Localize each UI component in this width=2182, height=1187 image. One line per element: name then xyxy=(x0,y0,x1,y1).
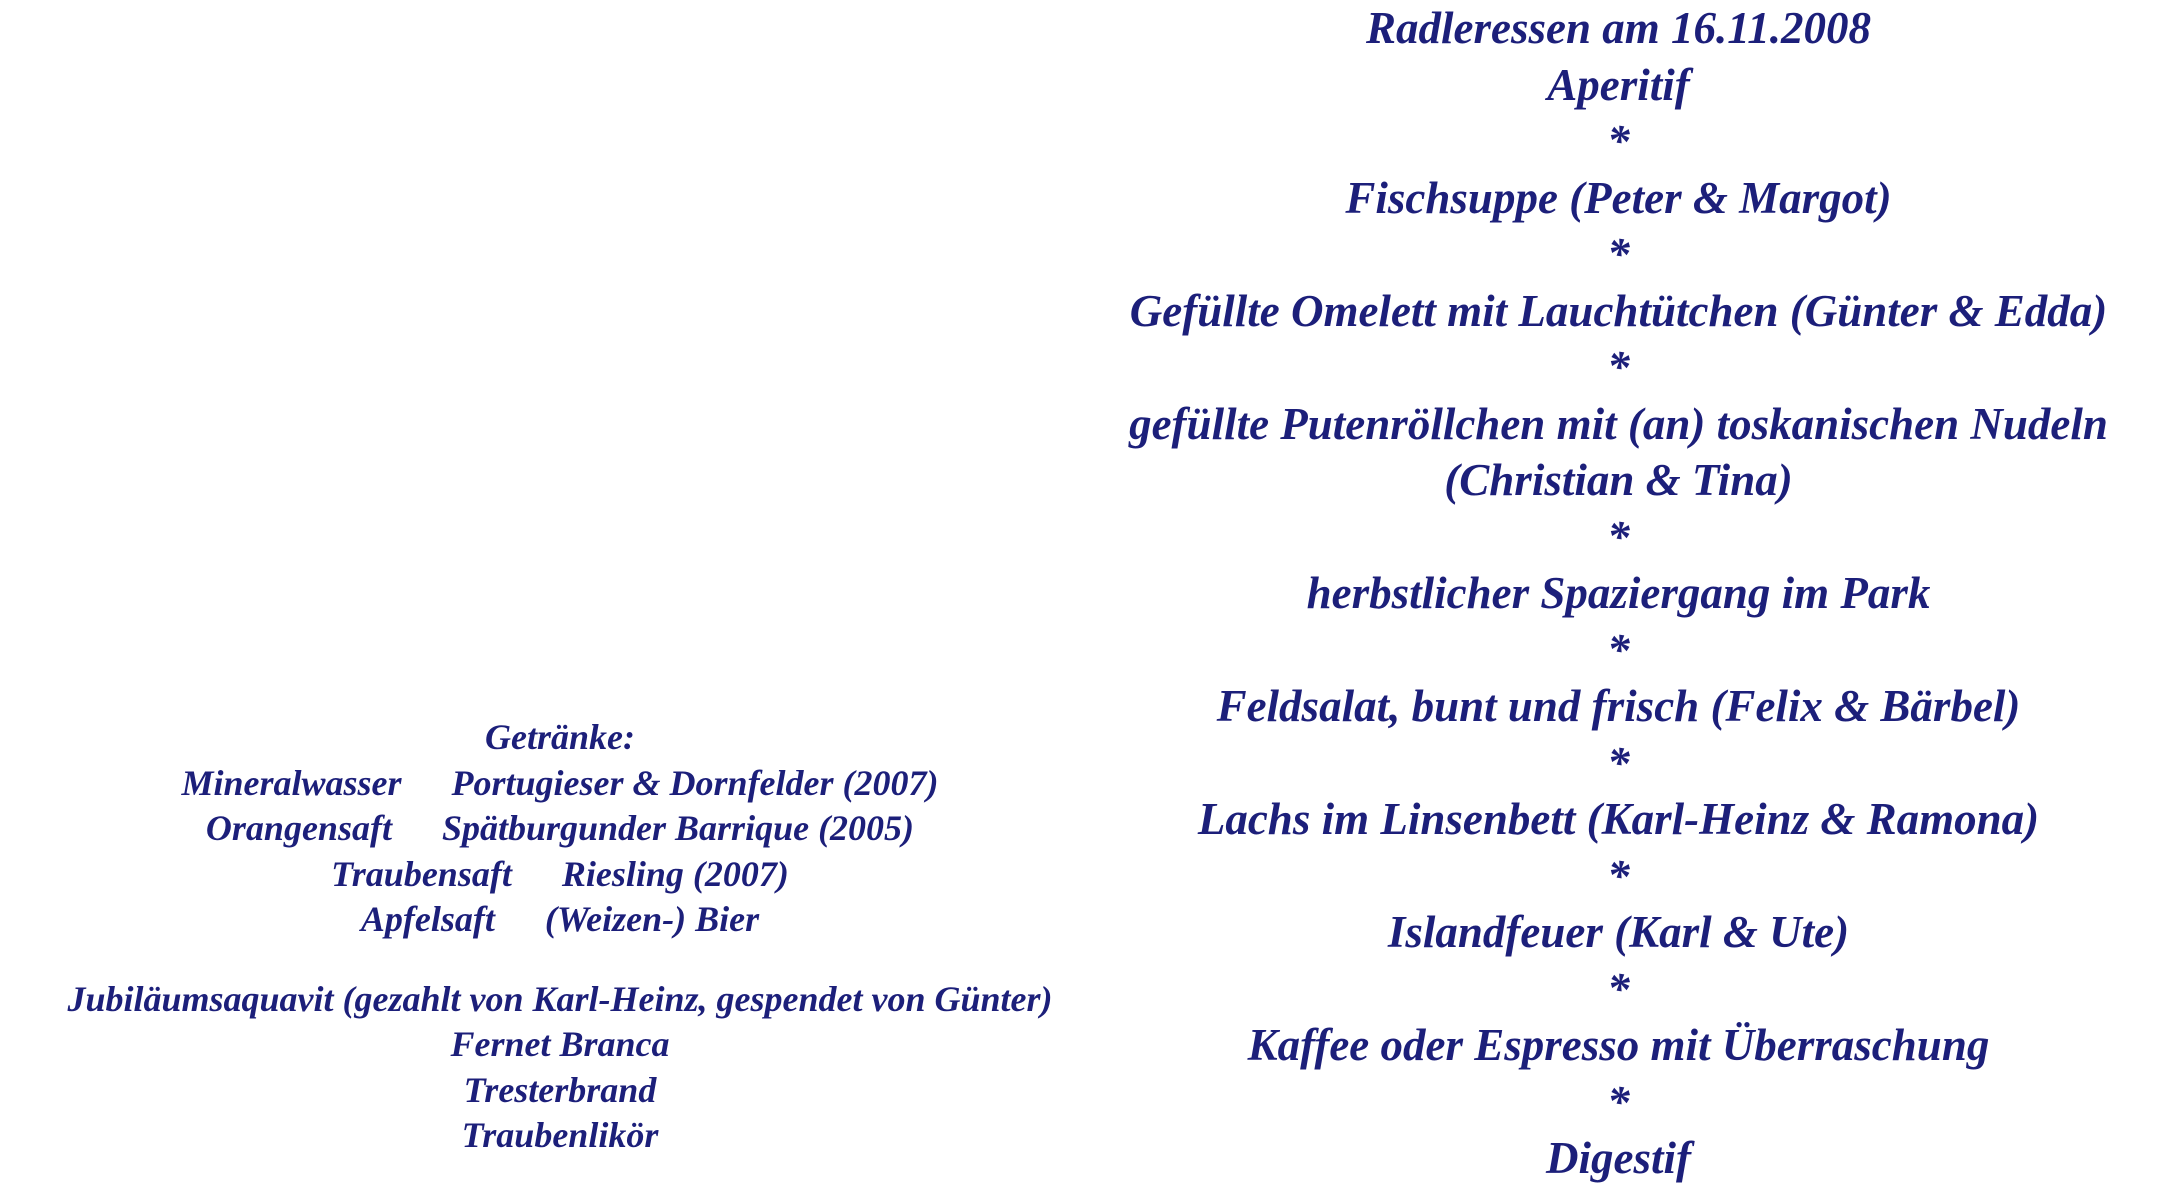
course-separator: * xyxy=(1607,850,1630,901)
soft-drink: Traubensaft xyxy=(331,853,512,894)
drinks-row xyxy=(0,806,1120,852)
course-separator: * xyxy=(1607,1076,1630,1127)
menu-column xyxy=(1055,0,2182,1187)
course-separator: * xyxy=(1607,624,1630,675)
menu-line: herbstlicher Spaziergang im Park xyxy=(1306,568,1931,618)
drinks-row xyxy=(0,897,1120,943)
spacer xyxy=(0,943,1120,977)
menu-line: Islandfeuer (Karl & Ute) xyxy=(1387,907,1850,957)
course-separator: * xyxy=(1607,737,1630,788)
menu-line: Feldsalat, bunt und frisch (Felix & Bärbel) xyxy=(1216,681,2021,731)
wine: Riesling (2007) xyxy=(561,853,789,894)
menu-line: Fischsuppe (Peter & Margot) xyxy=(1345,172,1892,223)
menu-line: (Christian & Tina) xyxy=(1444,455,1793,505)
drinks-row xyxy=(0,852,1120,898)
spirit-item: Fernet Branca xyxy=(450,1024,670,1064)
soft-drink: Orangensaft xyxy=(205,808,392,848)
spirit-item: Jubiläumsaquavit (gezahlt von Karl-Heinz, gespendet von Günter) xyxy=(67,978,1053,1019)
spirit-item: Tresterbrand xyxy=(463,1069,657,1110)
soft-drink: Mineralwasser xyxy=(181,762,402,803)
course-separator: * xyxy=(1607,229,1630,279)
menu-line: gefüllte Putenröllchen mit (an) toskanischen Nudeln xyxy=(1129,398,2108,449)
drinks-row xyxy=(0,761,1120,807)
beer: (Weizen-) Bier xyxy=(544,899,760,939)
course-separator: * xyxy=(1607,116,1630,166)
menu-line: Aperitif xyxy=(1547,59,1690,110)
menu-line: Lachs im Linsenbett (Karl-Heinz & Ramona) xyxy=(1197,794,2040,844)
menu-line: Gefüllte Omelett mit Lauchtütchen (Günter & Edda) xyxy=(1129,285,2108,336)
menu-line: Digestif xyxy=(1546,1133,1691,1183)
wine: Portugieser & Dornfelder (2007) xyxy=(451,762,939,803)
drinks-column xyxy=(0,715,1120,1159)
menu-line: Kaffee oder Espresso mit Überraschung xyxy=(1247,1020,1990,1070)
wine: Spätburgunder Barrique (2005) xyxy=(441,808,915,848)
soft-drink: Apfelsaft xyxy=(360,899,495,939)
course-separator: * xyxy=(1607,342,1630,392)
drinks-heading: Getränke: xyxy=(485,717,635,757)
spirit-item: Traubenlikör xyxy=(461,1115,659,1155)
menu-title: Radleressen am 16.11.2008 xyxy=(1365,3,1872,53)
course-separator: * xyxy=(1607,963,1630,1014)
course-separator: * xyxy=(1607,511,1630,562)
